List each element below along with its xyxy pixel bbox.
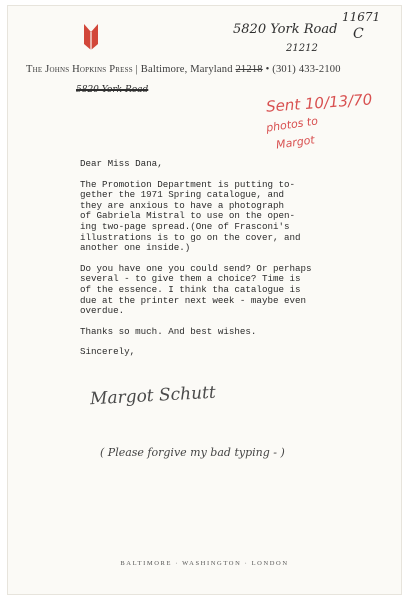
letterhead-phone: (301) 433-2100 <box>272 64 341 75</box>
salutation: Dear Miss Dana, <box>80 158 163 169</box>
thanks-line: Thanks so much. And best wishes. <box>80 325 257 337</box>
p2-line: due at the printer next week - maybe even <box>80 294 307 306</box>
press-logo-icon <box>82 22 100 52</box>
p2-line: several - to give them a choice? Time is <box>80 273 301 285</box>
letter-page <box>8 6 401 594</box>
letterhead-city: Baltimore, Maryland <box>140 64 233 75</box>
p1-line: illustrations is to go on the cover, and <box>80 231 301 243</box>
red-note-line1: Sent 10/13/70 <box>265 90 373 116</box>
p1-line: The Promotion Department is putting to- <box>80 178 296 190</box>
footer-cities: BALTIMORE · WASHINGTON · LONDON <box>120 560 289 567</box>
letterhead-zip-struck: 21218 <box>235 64 263 75</box>
letter-body <box>80 159 380 358</box>
p2-line: of the essence. I think tha catalogue is <box>80 283 301 295</box>
handwritten-zip: 21212 <box>286 43 318 54</box>
letterhead-dot: • <box>265 64 273 75</box>
p1-line: gether the 1971 Spring catalogue, and <box>80 189 284 201</box>
p1-line: ing two-page spread.(One of Frasconi's <box>80 220 290 232</box>
p2-line: Do you have one you could send? Or perhaps <box>80 262 312 274</box>
p1-line: another one inside.) <box>80 242 191 254</box>
file-number: 11671 <box>342 10 381 24</box>
letterhead-org: The Johns Hopkins Press <box>26 64 133 75</box>
letterhead <box>26 64 341 75</box>
struck-address: 5820 York Road <box>76 85 149 95</box>
handwritten-postscript: ( Please forgive my bad typing - ) <box>100 446 285 459</box>
p1-line: they are anxious to have a photograph <box>80 199 284 211</box>
letterhead-divider: | <box>135 64 141 75</box>
handwritten-address: 5820 York Road <box>233 22 338 37</box>
closing: Sincerely, <box>80 346 136 358</box>
c-mark: C <box>353 26 364 42</box>
red-note-line3: Margot <box>275 133 316 152</box>
signature: Margot Schutt <box>89 382 217 410</box>
p1-line: of Gabriela Mistral to use on the open- <box>80 210 296 222</box>
red-note-line2: photos to <box>265 114 319 135</box>
p2-line: overdue. <box>80 305 125 317</box>
